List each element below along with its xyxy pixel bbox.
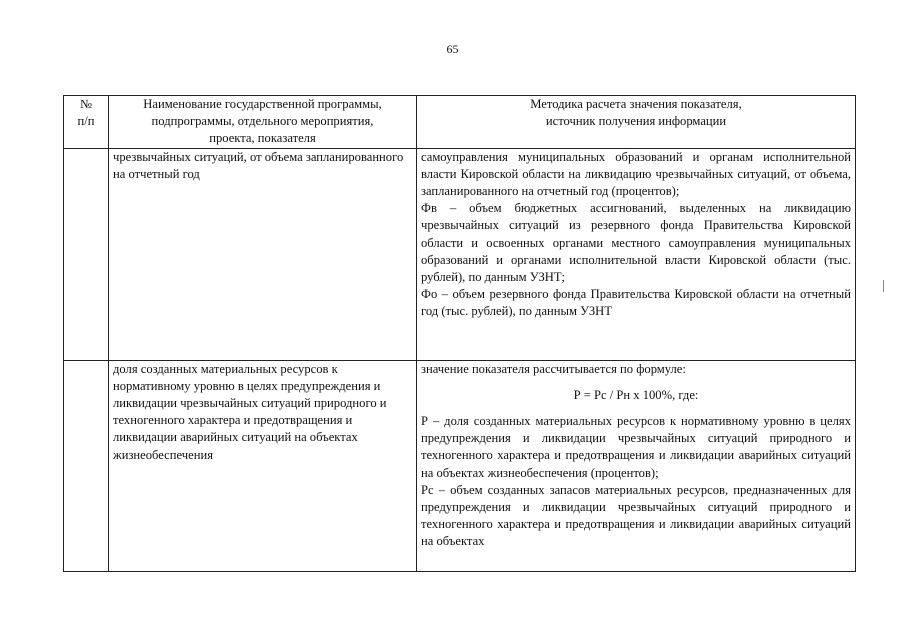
row-method <box>417 360 856 571</box>
method-paragraph: Фо – объем резервного фонда Правительства Кировской области на отчетный год (тыс. рублей), по данным УЗНТ <box>421 287 851 319</box>
row-name: доля созданных материальных ресурсов к нормативному уровню в целях предупреждения и ликвидации чрезвычайных ситуаций природного и техногенного характера и предотвращения и ликвидации аварийных ситуаций на объектах жизнеобеспечения <box>109 360 417 571</box>
method-paragraph: Фв – объем бюджетных ассигнований, выделенных на ликвидацию чрезвычайных ситуаций из резервного фонда Правительства Кировской области и освоенных органами местного самоуправления муниципальных образований и органами исполнительной власти Кировской области (тыс. рублей), по данным УЗНТ; <box>421 201 851 285</box>
row-number <box>64 148 109 360</box>
method-paragraph: Рс – объем созданных запасов материальных ресурсов, предназначенных для предупреждения и ликвидации чрезвычайных ситуаций природного и техногенного характера и предотвращения и ликвидации аварийных ситуаций на объектах <box>421 482 851 549</box>
header-number: № п/п <box>64 96 109 149</box>
row-number <box>64 360 109 571</box>
formula: Р = Рс / Рн х 100%, где: <box>573 387 699 402</box>
table-header-row <box>64 96 856 149</box>
row-name: чрезвычайных ситуаций, от объема запланированного на отчетный год <box>109 148 417 360</box>
header-name: Наименование государственной программы, подпрограммы, отдельного мероприятия, проекта, показателя <box>109 96 417 149</box>
method-paragraph: Р – доля созданных материальных ресурсов к нормативному уровню в целях предупреждения и ликвидации чрезвычайных ситуаций природного и техногенного характера и предотвращения и ликвидации аварийных ситуаций на объектах жизнеобеспечения (процентов); <box>421 414 851 480</box>
method-intro: значение показателя рассчитывается по формуле: <box>421 361 686 376</box>
table-row <box>64 148 856 360</box>
method-paragraph: самоуправления муниципальных образований и органам исполнительной власти Кировской области на ликвидацию чрезвычайных ситуаций, от объема, запланированного на отчетный год (процентов); <box>421 149 851 199</box>
table-row <box>64 360 856 571</box>
row-method <box>417 148 856 360</box>
methodology-table <box>63 95 856 572</box>
page-number: 65 <box>446 42 459 56</box>
header-method: Методика расчета значения показателя, источник получения информации <box>417 96 856 149</box>
margin-mark <box>883 280 884 292</box>
